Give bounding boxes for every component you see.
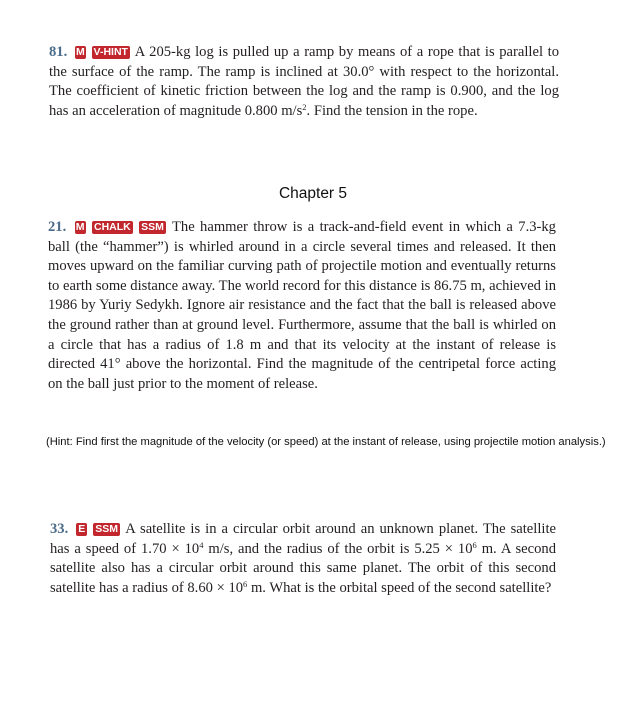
problem-text: A satellite is in a circular orbit around an unknown planet. The satellite has a speed of 1.70 × 10 <box>50 521 556 557</box>
problem-text: m. What is the orbital speed of the second satellite? <box>247 579 552 596</box>
exponent: 2 <box>302 101 307 112</box>
hint-note: (Hint: Find first the magnitude of the velocity (or speed) at the instant of release, using projectile motion analysis.) <box>46 436 606 448</box>
problem-number: 21. <box>48 219 67 235</box>
difficulty-badge: M <box>75 221 85 233</box>
problem-text: m. A second satellite also has a circular orbit around this same planet. The orbit of this second satellite has a radius of 8.60 × 10 <box>50 540 556 596</box>
exponent: 6 <box>243 578 248 589</box>
hint-badge: V-HINT <box>93 46 128 58</box>
problem-text: A 205-kg log is pulled up a ramp by means of a rope that is parallel to the surface of the ramp. The ramp is inclined at 30.0° with respect to the horizontal. The coefficient of kinetic friction between the log and the ramp is 0.900, and the log has an acceleration of magnitude 0.800 m/s <box>49 44 559 119</box>
ssm-badge: SSM <box>141 221 164 233</box>
chalk-badge: CHALK <box>94 221 131 233</box>
problem-81 <box>49 43 559 121</box>
problem-text: The hammer throw is a track-and-field event in which a 7.3-kg ball (the “hammer”) is whirled around in a circle several times and released. It then moves upward on the familiar curving path of projectile motion and eventually returns to earth some distance away. The world record for this distance is 86.75 m, achieved in 1986 by Yuriy Sedykh. Ignore air resistance and the fact that the ball is released above the ground rather than at ground level. Furthermore, assume that the ball is whirled on a circle that has a radius of 1.8 m and that its velocity at the instant of release is directed 41° above the horizontal. Find the magnitude of the centripetal force acting on the ball just prior to the moment of release. <box>48 219 556 392</box>
difficulty-badge: E <box>78 523 86 535</box>
chapter-heading: Chapter 5 <box>278 185 348 202</box>
exponent: 4 <box>199 539 204 550</box>
problem-21 <box>48 218 556 394</box>
exponent: 6 <box>472 539 477 550</box>
problem-text-end: . Find the tension in the rope. <box>306 102 478 119</box>
difficulty-badge: M <box>76 46 85 58</box>
problem-number: 33. <box>50 521 69 537</box>
problem-33 <box>50 520 556 598</box>
problem-text: m/s, and the radius of the orbit is 5.25 × 10 <box>203 540 473 557</box>
problem-number: 81. <box>49 44 68 60</box>
ssm-badge: SSM <box>95 523 119 535</box>
